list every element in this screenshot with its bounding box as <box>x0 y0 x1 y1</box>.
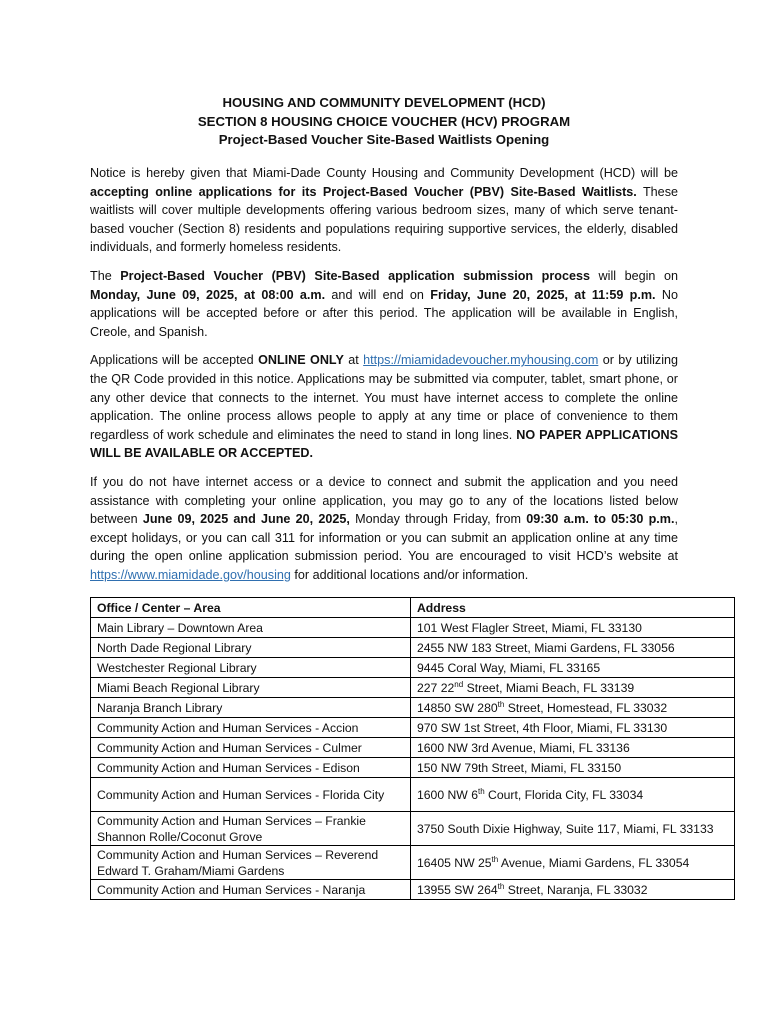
paragraph-online <box>90 351 678 463</box>
column-header-office: Office / Center – Area <box>91 598 411 618</box>
table-row <box>91 880 735 900</box>
p1-text-a: Notice is hereby given that Miami-Dade County Housing and Community Development (HCD) will be <box>90 166 678 181</box>
p4-dates: June 09, 2025 and June 20, 2025, <box>142 512 350 527</box>
column-header-address: Address <box>411 598 735 618</box>
address-number: 14850 SW 280 <box>417 700 498 715</box>
p3-text-a: Applications will be accepted <box>90 353 259 368</box>
address-cell: 2455 NW 183 Street, Miami Gardens, FL 33056 <box>411 638 735 658</box>
office-cell: Community Action and Human Services - Florida City <box>91 778 411 812</box>
office-cell: Community Action and Human Services – Reverend Edward T. Graham/Miami Gardens <box>91 846 411 880</box>
p2-text-c: will begin on <box>589 269 679 284</box>
title-line-2: SECTION 8 HOUSING CHOICE VOUCHER (HCV) PROGRAM <box>197 113 571 129</box>
office-cell: Westchester Regional Library <box>91 658 411 678</box>
p4-text-f: for additional locations and/or information. <box>290 567 529 582</box>
p4-hours: 09:30 a.m. to 05:30 p.m. <box>526 512 675 527</box>
p2-text-e: and will end on <box>325 287 431 302</box>
address-number: 1600 NW 6 <box>417 787 478 802</box>
address-cell: 3750 South Dixie Highway, Suite 117, Miami, FL 33133 <box>411 812 735 846</box>
address-rest: Street, Naranja, FL 33032 <box>504 882 648 897</box>
table-row <box>91 618 735 638</box>
p4-text-c: Monday through Friday, from <box>349 512 527 527</box>
address-rest: Street, Miami Beach, FL 33139 <box>463 680 635 695</box>
p2-bold-process: Project-Based Voucher (PBV) Site-Based application submission process <box>120 269 590 284</box>
ordinal-suffix: th <box>497 881 505 891</box>
p3-online-only: ONLINE ONLY <box>258 353 344 368</box>
address-cell: 9445 Coral Way, Miami, FL 33165 <box>411 658 735 678</box>
title-line-3: Project-Based Voucher Site-Based Waitlists Opening <box>218 132 550 148</box>
address-number: 16405 NW 25 <box>417 855 492 870</box>
p4-text-e: , except holidays, or you can call 311 for information or you can submit an application online at any time during the open online application submission period. You are encouraged to visit HCD’s website at <box>90 512 678 564</box>
p4-text-a: If you do not have internet access or a device to connect and submit the application and you need assistance with completing your online application, you may go to any of the locations listed below between <box>90 475 678 527</box>
p3-text-d: or by utilizing the QR Code provided in this notice. Applications may be submitted via computer, tablet, smart phone, or any other device that connects to the internet. You must have internet access to complete the online application. The online process allows people to apply at any time or place of convenience to them regardless of work schedule and eliminates the need to stand in long lines. <box>90 353 678 442</box>
ordinal-suffix: th <box>477 786 485 796</box>
p3-no-paper: NO PAPER APPLICATIONS WILL BE AVAILABLE OR ACCEPTED. <box>90 427 678 461</box>
paragraph-dates <box>90 267 678 341</box>
notice-document <box>90 94 678 595</box>
office-cell: Miami Beach Regional Library <box>91 678 411 698</box>
office-cell: Community Action and Human Services – Frankie Shannon Rolle/Coconut Grove <box>91 812 411 846</box>
paragraph-assistance <box>90 473 678 585</box>
title-line-1: HOUSING AND COMMUNITY DEVELOPMENT (HCD) <box>222 95 546 110</box>
table-row <box>91 678 735 698</box>
address-cell <box>411 698 735 718</box>
table-row <box>91 638 735 658</box>
paragraph-intro <box>90 164 678 257</box>
table-row <box>91 846 735 880</box>
office-cell: Community Action and Human Services - Edison <box>91 758 411 778</box>
locations-table <box>90 597 735 900</box>
p2-end-date: Friday, June 20, 2025, at 11:59 p.m. <box>430 287 656 302</box>
office-cell: North Dade Regional Library <box>91 638 411 658</box>
ordinal-suffix: th <box>491 854 499 864</box>
notice-title-block <box>90 94 678 150</box>
table-row <box>91 812 735 846</box>
address-cell <box>411 678 735 698</box>
table-row <box>91 698 735 718</box>
address-cell <box>411 880 735 900</box>
table-row <box>91 658 735 678</box>
p1-text-c: These waitlists will cover multiple developments offering various bedroom sizes, many of which serve tenant-based voucher (Section 8) residents and populations requiring supportive services, the elderly, disabled individuals, and formerly homeless residents. <box>90 184 678 255</box>
address-cell <box>411 778 735 812</box>
p2-start-date: Monday, June 09, 2025, at 08:00 a.m. <box>90 287 326 302</box>
address-number: 13955 SW 264 <box>417 882 498 897</box>
address-cell: 101 West Flagler Street, Miami, FL 33130 <box>411 618 735 638</box>
address-number: 227 22 <box>417 680 455 695</box>
address-rest: Avenue, Miami Gardens, FL 33054 <box>498 855 690 870</box>
ordinal-suffix: th <box>497 699 505 709</box>
address-rest: Court, Florida City, FL 33034 <box>484 787 644 802</box>
table-row <box>91 718 735 738</box>
address-cell: 150 NW 79th Street, Miami, FL 33150 <box>411 758 735 778</box>
address-cell <box>411 846 735 880</box>
p2-text-g: No applications will be accepted before or after this period. The application will be available in English, Creole, and Spanish. <box>90 287 678 339</box>
office-cell: Community Action and Human Services - Accion <box>91 718 411 738</box>
table-row <box>91 738 735 758</box>
p2-text-a: The <box>90 269 121 284</box>
address-rest: Street, Homestead, FL 33032 <box>504 700 668 715</box>
p3-text-c: at <box>343 353 364 368</box>
office-cell: Community Action and Human Services - Naranja <box>91 880 411 900</box>
hcd-website-link[interactable]: https://www.miamidade.gov/housing <box>90 567 291 582</box>
table-row <box>91 758 735 778</box>
address-cell: 1600 NW 3rd Avenue, Miami, FL 33136 <box>411 738 735 758</box>
office-cell: Community Action and Human Services - Culmer <box>91 738 411 758</box>
table-header-row <box>91 598 735 618</box>
voucher-portal-link[interactable]: https://miamidadevoucher.myhousing.com <box>363 353 599 368</box>
office-cell: Main Library – Downtown Area <box>91 618 411 638</box>
office-cell: Naranja Branch Library <box>91 698 411 718</box>
ordinal-suffix: nd <box>454 679 464 689</box>
table-row <box>91 778 735 812</box>
address-cell: 970 SW 1st Street, 4th Floor, Miami, FL 33130 <box>411 718 735 738</box>
p1-bold: accepting online applications for its Project-Based Voucher (PBV) Site-Based Waitlists. <box>90 184 637 199</box>
